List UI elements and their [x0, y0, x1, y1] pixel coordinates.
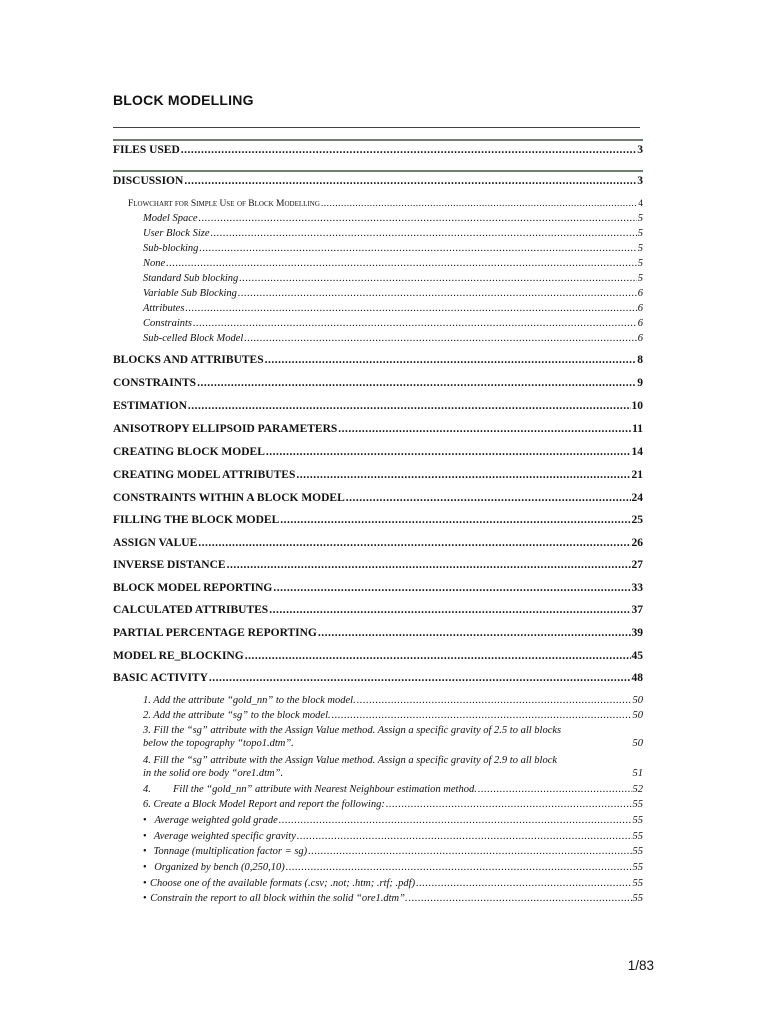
toc-entry-bullet[interactable]: • Average weighted specific gravity ..... 55	[143, 831, 643, 842]
toc-entry-main[interactable]: CONSTRAINTS ..... 9	[113, 377, 643, 389]
toc-entry-text: 3. Fill the “sg” attribute with the Assign Value method. Assign a specific gravity of 2.5 to all blocks	[143, 725, 562, 736]
toc-separator	[113, 139, 643, 141]
toc-entry-main[interactable]: ESTIMATION ..... 10	[113, 400, 643, 412]
toc-entry-main[interactable]: BASIC ACTIVITY ..... 48	[113, 672, 643, 684]
toc-entry-activity[interactable]: 4. Fill the “sg” attribute with the Assign Value method. Assign a specific gravity of 2.9 to all block in the solid ore body “ore1.dtm”. 51	[143, 755, 643, 779]
bullet-icon: •	[143, 862, 147, 873]
toc-entry-activity[interactable]: 3. Fill the “sg” attribute with the Assign Value method. Assign a specific gravity of 2.5 to all blocks below the topography “topo1.dtm”. 50	[143, 725, 643, 749]
toc-entry-main[interactable]: INVERSE DISTANCE ..... 27	[113, 559, 643, 571]
toc-entry-sub[interactable]: User Block Size ..... 5	[143, 228, 643, 239]
document-title: BLOCK MODELLING	[113, 92, 254, 108]
toc-entry-sub[interactable]: Sub-celled Block Model ..... 6	[143, 333, 643, 344]
toc-entry-main[interactable]: CONSTRAINTS WITHIN A BLOCK MODEL ..... 24	[113, 492, 643, 504]
page-number: 1/83	[627, 958, 654, 973]
toc-separator	[113, 170, 643, 172]
toc-entry-bullet[interactable]: • Choose one of the available formats (.csv; .not; .htm; .rtf; .pdf) ..... 55	[143, 878, 643, 889]
toc-entry-main[interactable]: BLOCK MODEL REPORTING ..... 33	[113, 582, 643, 594]
toc-entry-sub[interactable]: Variable Sub Blocking ..... 6	[143, 288, 643, 299]
toc-entry-main[interactable]: CALCULATED ATTRIBUTES ..... 37	[113, 604, 643, 616]
toc-entry-activity[interactable]: 6. Create a Block Model Report and report the following: ..... 55	[143, 799, 643, 810]
toc-entry-activity[interactable]: 4. Fill the “gold_nn” attribute with Nearest Neighbour estimation method. ..... 52	[143, 784, 643, 795]
title-underline	[113, 127, 640, 128]
toc-entry-sub[interactable]: Attributes ..... 6	[143, 303, 643, 314]
toc-entry-main[interactable]: MODEL RE_BLOCKING ..... 45	[113, 650, 643, 662]
toc-entry-bullet[interactable]: • Constrain the report to all block within the solid “ore1.dtm”. ..... 55	[143, 893, 643, 904]
toc-entry-main[interactable]: FILLING THE BLOCK MODEL ..... 25	[113, 514, 643, 526]
toc-entry-sub[interactable]: Standard Sub blocking ..... 5	[143, 273, 643, 284]
bullet-icon: •	[143, 815, 147, 826]
toc-entry-main[interactable]: CREATING BLOCK MODEL ..... 14	[113, 446, 643, 458]
bullet-icon: •	[143, 893, 147, 904]
toc-entry-flowchart[interactable]: Flowchart for Simple Use of Block Modelling ..... 4	[128, 199, 643, 209]
toc-entry-activity[interactable]: 1. Add the attribute “gold_nn” to the block model. ..... 50	[143, 695, 643, 706]
toc-entry-discussion[interactable]: DISCUSSION ..... 3	[113, 175, 643, 187]
bullet-icon: •	[143, 846, 147, 857]
toc-entry-sub[interactable]: Model Space ..... 5	[143, 213, 643, 224]
toc-entry-main[interactable]: ASSIGN VALUE ..... 26	[113, 537, 643, 549]
toc-entry-activity[interactable]: 2. Add the attribute “sg” to the block model. ..... 50	[143, 710, 643, 721]
toc-entry-sub[interactable]: None ..... 5	[143, 258, 643, 269]
toc-entry-bullet[interactable]: • Average weighted gold grade ..... 55	[143, 815, 643, 826]
toc-entry-main[interactable]: PARTIAL PERCENTAGE REPORTING ..... 39	[113, 627, 643, 639]
toc-entry-sub[interactable]: Constraints ..... 6	[143, 318, 643, 329]
toc-entry-main[interactable]: ANISOTROPY ELLIPSOID PARAMETERS ..... 11	[113, 423, 643, 435]
toc-entry-bullet[interactable]: • Organized by bench (0,250,10) ..... 55	[143, 862, 643, 873]
bullet-icon: •	[143, 831, 147, 842]
toc-entry-main[interactable]: CREATING MODEL ATTRIBUTES ..... 21	[113, 469, 643, 481]
toc-entry-bullet[interactable]: • Tonnage (multiplication factor = sg) ..... 55	[143, 846, 643, 857]
toc-entry-text: 4. Fill the “sg” attribute with the Assign Value method. Assign a specific gravity of 2.9 to all block	[143, 755, 558, 766]
toc-entry-main[interactable]: BLOCKS AND ATTRIBUTES ..... 8	[113, 354, 643, 366]
toc-entry-files-used[interactable]: FILES USED ..... 3	[113, 144, 643, 156]
toc-entry-sub[interactable]: Sub-blocking ..... 5	[143, 243, 643, 254]
bullet-icon: •	[143, 878, 147, 889]
